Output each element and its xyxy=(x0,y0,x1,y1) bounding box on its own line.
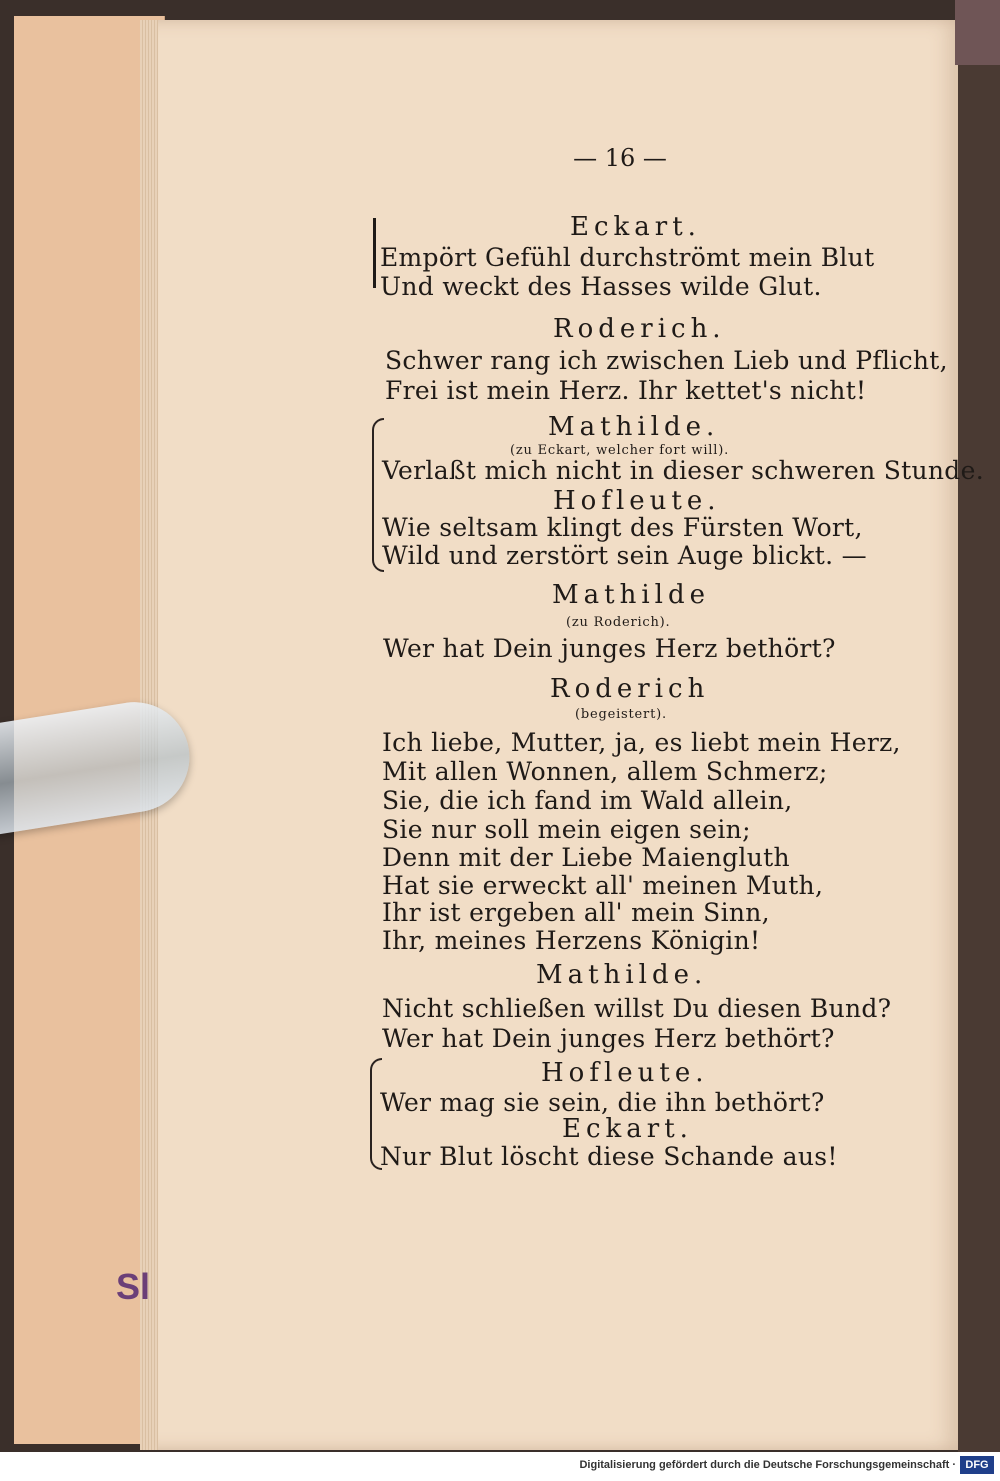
speaker-mathilde: Mathilde xyxy=(552,580,710,610)
margin-bar xyxy=(373,218,376,288)
verse-line: Empört Gefühl durchströmt mein Blut xyxy=(380,243,875,272)
library-stamp: Sl xyxy=(116,1266,151,1307)
verse-line: Wer hat Dein junges Herz bethört? xyxy=(382,1024,835,1053)
verse-line: Ich liebe, Mutter, ja, es liebt mein Herz, xyxy=(382,728,901,757)
speaker-hofleute: Hofleute. xyxy=(541,1058,709,1088)
speaker-roderich: Roderich. xyxy=(553,314,726,344)
verse-line: Hat sie erweckt all' meinen Muth, xyxy=(382,871,824,900)
verse-line: Und weckt des Hasses wilde Glut. xyxy=(380,272,822,301)
speaker-hofleute: Hofleute. xyxy=(553,486,721,516)
stage-direction: (zu Roderich). xyxy=(566,615,671,630)
verse-line: Sie nur soll mein eigen sein; xyxy=(382,815,751,844)
verse-line: Wer hat Dein junges Herz bethört? xyxy=(383,634,836,663)
speaker-mathilde: Mathilde. xyxy=(536,960,708,990)
speaker-roderich: Roderich xyxy=(550,674,710,704)
verse-line: Ihr ist ergeben all' mein Sinn, xyxy=(382,898,770,927)
speaker-mathilde: Mathilde. xyxy=(548,412,720,442)
verse-line: Wie seltsam klingt des Fürsten Wort, xyxy=(382,513,863,542)
verse-line: Nur Blut löscht diese Schande aus! xyxy=(380,1142,838,1171)
stage-direction: (zu Eckart, welcher fort will). xyxy=(510,443,730,458)
verse-line: Sie, die ich fand im Wald allein, xyxy=(382,786,793,815)
verse-line: Nicht schließen willst Du diesen Bund? xyxy=(382,994,892,1023)
dfg-logo: DFG xyxy=(960,1456,994,1474)
stage-direction: (begeistert). xyxy=(575,707,667,722)
verse-line: Wild und zerstört sein Auge blickt. — xyxy=(382,541,867,570)
verse-line: Frei ist mein Herz. Ihr kettet's nicht! xyxy=(385,376,867,405)
verse-line: Verlaßt mich nicht in dieser schweren Stunde. xyxy=(382,456,984,485)
footer-credit: Digitalisierung gefördert durch die Deutsche Forschungsgemeinschaft · xyxy=(579,1459,956,1471)
speaker-eckart: Eckart. xyxy=(562,1114,693,1144)
verse-line: Wer mag sie sein, die ihn bethört? xyxy=(380,1088,825,1117)
verse-line: Mit allen Wonnen, allem Schmerz; xyxy=(382,757,828,786)
page-number: — 16 — xyxy=(573,144,667,172)
speaker-eckart: Eckart. xyxy=(570,212,701,242)
verse-line: Schwer rang ich zwischen Lieb und Pflicht, xyxy=(385,346,948,375)
verse-line: Denn mit der Liebe Maiengluth xyxy=(382,843,790,872)
verse-line: Ihr, meines Herzens Königin! xyxy=(382,926,761,955)
